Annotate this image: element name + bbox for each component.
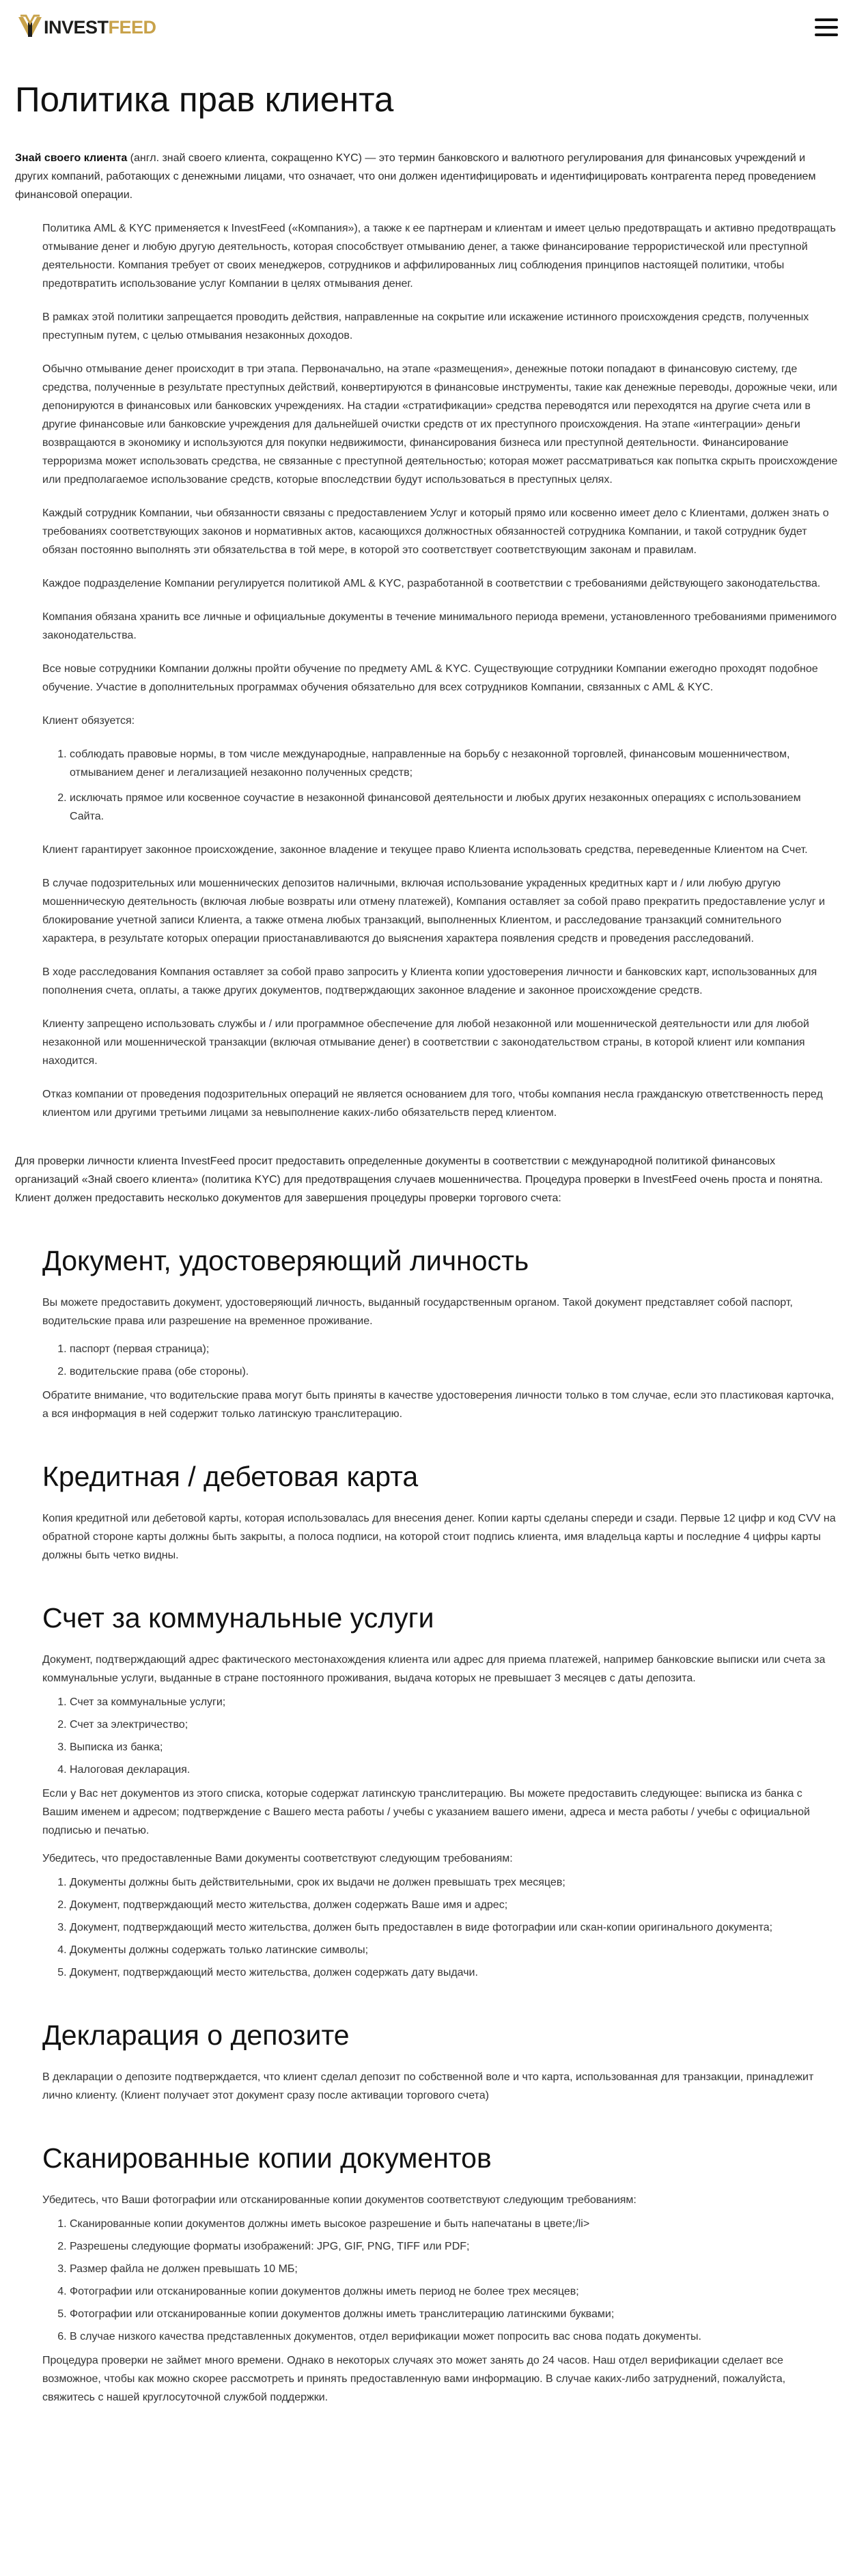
section-paragraph: Если у Вас нет документов из этого списка, которые содержат латинскую транслитерацию. Вы можете предоставить следующее: выписка из банка с Вашим именем и адресом; подтверждение с Вашего места работы / учебы с указанием вашего имени, адреса и места работы / учебы с официальной подписью и печатью. — [42, 1788, 810, 1836]
list-item: 1. Сканированные копии документов должны иметь высокое разрешение и быть напечатаны в цвете;/li> — [70, 2215, 838, 2233]
policy-paragraph: В случае подозрительных или мошеннических депозитов наличными, включая использование украденных кредитных карт и / или любую другую мошенническую деятельность (включая любые возвраты или отмену платежей), Компания оставляет за собой право прекратить предоставление услуг и блокирование учетной записи Клиента, а также отмена любых транзакций, выполненных Клиентом, и расследование транзакций сомнительного характера, в результате которых операции приостанавливаются до выяснения характера появления средств и проведения расследований. — [42, 878, 825, 944]
page-title: Политика прав клиента — [15, 80, 394, 119]
bottom-spacer — [15, 2411, 838, 2430]
logo-link[interactable] — [16, 14, 156, 41]
policy-paragraph: Клиент обязуется: — [42, 715, 135, 727]
scan-requirements-list — [42, 2215, 838, 2346]
intro-text: (англ. знай своего клиента, сокращенно KYC) — это термин банковского и валютного регулирования для финансовых учреждений и других компаний, работающих с денежными лицами, что означает, что они должен идентифицировать и идентифицировать контрагента перед проведением финансовой операции. — [15, 152, 816, 201]
list-item: 4. Документы должны содержать только латинские символы; — [70, 1941, 838, 1959]
section-paragraph: Обратите внимание, что водительские права могут быть приняты в качестве удостоверения личности только в том случае, если это пластиковая карточка, а вся информация в ней содержит только латинскую транслитерацию. — [42, 1390, 835, 1420]
list-item: 5. Фотографии или отсканированные копии документов должны иметь транслитерацию латинскими буквами; — [70, 2305, 838, 2323]
logo-text-feed: FEED — [108, 17, 156, 38]
list-item: 4. Налоговая декларация. — [70, 1761, 838, 1779]
policy-paragraph: Компания обязана хранить все личные и официальные документы в течение минимального периода времени, установленного требованиями применимого законодательства. — [42, 611, 837, 641]
logo-text — [44, 14, 156, 41]
section-paragraph: Убедитесь, что Ваши фотографии или отсканированные копии документов соответствуют следующим требованиям: — [42, 2194, 637, 2206]
burger-line — [815, 18, 838, 21]
policy-block — [15, 219, 838, 1122]
intro-term: Знай своего клиента — [15, 152, 128, 164]
section-paragraph: Убедитесь, что предоставленные Вами документы соответствуют следующим требованиям: — [42, 1853, 513, 1864]
policy-paragraph: Клиенту запрещено использовать службы и / или программное обеспечение для любой незаконной или мошеннической деятельности или для любой незаконной или мошеннической транзакции (включая отмывание денег) в соответствии с законодательством страны, в которой клиент или компания находится. — [42, 1018, 809, 1067]
main-content — [0, 79, 853, 2430]
list-item: 2. исключать прямое или косвенное соучастие в незаконной финансовой деятельности и любых других незаконных операциях с использованием Сайта. — [70, 789, 838, 826]
list-item: 1. Документы должны быть действительными, срок их выдачи не должен превышать трех месяцев; — [70, 1873, 838, 1892]
section-utility-bill — [15, 1600, 838, 1982]
list-item: 3. Размер файла не должен превышать 10 МБ; — [70, 2260, 838, 2278]
section-heading: Декларация о депозите — [42, 2019, 350, 2051]
hamburger-menu-icon[interactable] — [815, 18, 838, 36]
policy-paragraph: Обычно отмывание денег происходит в три этапа. Первоначально, на этапе «размещения», денежные потоки попадают в финансовую систему, где средства, полученные в результате преступных действий, конвертируются в финансовые инструменты, такие как денежные переводы, дорожные чеки, или депонируются в финансовых или банковских учреждениях. На стадии «стратификации» средства переводятся или переходятся на другие счета или в другие финансовые или банковские учреждения для дальнейшей очистки средств от их преступного происхождения. На этапе «интеграции» деньги возвращаются в экономику и используются для покупки недвижимости, финансирования бизнеса или преступной деятельности. Финансирование терроризма может использовать средства, не связанные с преступной деятельностью; которая может рассматриваться как попытка скрыть происхождение или предполагаемое использование средств, которые впоследствии будут использоваться в преступных целях. — [42, 363, 838, 486]
policy-paragraph: В ходе расследования Компания оставляет за собой право запросить у Клиента копии удостоверения личности и банковских карт, использованных для пополнения счета, оплаты, а также других документов, подтверждающих законное владение и законное происхождение средств. — [42, 966, 817, 996]
section-card — [15, 1459, 838, 1565]
section-heading: Кредитная / дебетовая карта — [42, 1461, 419, 1492]
burger-line — [815, 26, 838, 29]
section-id-document — [15, 1243, 838, 1423]
section-scanned-copies — [15, 2140, 838, 2407]
section-heading: Документ, удостоверяющий личность — [42, 1245, 529, 1276]
id-documents-list — [42, 1340, 838, 1381]
list-item: 2. Документ, подтверждающий место жительства, должен содержать Ваше имя и адрес; — [70, 1896, 838, 1914]
section-paragraph: В декларации о депозите подтверждается, что клиент сделал депозит по собственной воле и что карта, использованная для транзакции, принадлежит лично клиенту. (Клиент получает этот документ сразу после активации торгового счета) — [42, 2071, 814, 2101]
intro-paragraph — [15, 149, 838, 204]
policy-paragraph: В рамках этой политики запрещается проводить действия, направленные на сокрытие или искажение истинного происхождения средств, полученных преступным путем, с целью отмывания незаконных доходов. — [42, 311, 809, 341]
section-paragraph: Копия кредитной или дебетовой карты, которая использовалась для внесения денег. Копии карты сделаны спереди и сзади. Первые 12 цифр и код CVV на обратной стороне карты должны быть закрыты, а полоса подписи, на которой стоит подпись клиента, имя владельца карты и последние 4 цифры карты должны быть четко видны. — [42, 1513, 836, 1561]
policy-paragraph: Каждый сотрудник Компании, чьи обязанности связаны с предоставлением Услуг и который прямо или косвенно имеет дело с Клиентами, должен знать о требованиях соответствующих законов и нормативных актов, касающихся должностных обязанностей сотрудника Компании, и такой сотрудник будет обязан постоянно выполнять эти обязательства в той мере, в которой это соответствует соответствующим законам и правилам. — [42, 507, 829, 556]
list-item: 2. Счет за электричество; — [70, 1716, 838, 1734]
policy-paragraph: Клиент гарантирует законное происхождение, законное владение и текущее право Клиента использовать средства, переведенные Клиентом на Счет. — [42, 844, 808, 856]
section-paragraph: Документ, подтверждающий адрес фактического местонахождения клиента или адрес для приема платежей, например банковские выписки или счета за коммунальные услуги, выданные в стране постоянного проживания, выдача которых не превышает 3 месяцев с даты депозита. — [42, 1654, 826, 1684]
list-item: 3. Документ, подтверждающий место жительства, должен быть предоставлен в виде фотографии или скан-копии оригинального документа; — [70, 1918, 838, 1937]
burger-line — [815, 33, 838, 36]
section-heading: Сканированные копии документов — [42, 2142, 492, 2174]
obligations-list — [42, 745, 838, 826]
policy-paragraph: Каждое подразделение Компании регулируется политикой AML & KYC, разработанной в соответствии с требованиями действующего законодательства. — [42, 578, 821, 589]
utility-requirements-list — [42, 1873, 838, 1982]
logo-text-invest: INVEST — [44, 17, 109, 38]
section-paragraph: Процедура проверки не займет много времени. Однако в некоторых случаях это может занять до 24 часов. Наш отдел верификации сделает все возможное, чтобы как можно скорее рассмотреть и принять предоставленную вами информацию. В случае каких-либо затруднений, пожалуйста, свяжитесь с нашей круглосуточной службой поддержки. — [42, 2355, 786, 2403]
list-item: 1. Счет за коммунальные услуги; — [70, 1693, 838, 1711]
section-paragraph: Вы можете предоставить документ, удостоверяющий личность, выданный государственным органом. Такой документ представляет собой паспорт, водительские права или разрешение на временное проживание. — [42, 1297, 793, 1327]
list-item: 2. водительские права (обе стороны). — [70, 1362, 838, 1381]
list-item: 1. соблюдать правовые нормы, в том числе международные, направленные на борьбу с незаконной торговлей, финансовым мошенничеством, отмыванием денег и легализацией незаконно полученных средств; — [70, 745, 838, 782]
list-item: 5. Документ, подтверждающий место жительства, должен содержать дату выдачи. — [70, 1963, 838, 1982]
section-heading: Счет за коммунальные услуги — [42, 1602, 434, 1634]
policy-paragraph: Отказ компании от проведения подозрительных операций не является основанием для того, чтобы компания несла гражданскую ответственность перед клиентом или другими третьими лицами за невыполнение каких-либо обязательств перед клиентом. — [42, 1089, 823, 1119]
list-item: 2. Разрешены следующие форматы изображений: JPG, GIF, PNG, TIFF или PDF; — [70, 2237, 838, 2256]
list-item: 4. Фотографии или отсканированные копии документов должны иметь период не более трех месяцев; — [70, 2282, 838, 2301]
list-item: 1. паспорт (первая страница); — [70, 1340, 838, 1358]
utility-documents-list — [42, 1693, 838, 1779]
investfeed-logo-mark-icon — [16, 14, 44, 40]
section-deposit-declaration — [15, 2017, 838, 2105]
site-header — [0, 0, 853, 55]
policy-paragraph: Все новые сотрудники Компании должны пройти обучение по предмету AML & KYC. Существующие сотрудники Компании ежегодно проходят подобное обучение. Участие в дополнительных программах обучения обязательно для всех сотрудников Компании, связанных с AML & KYC. — [42, 663, 818, 693]
list-item: 6. В случае низкого качества представленных документов, отдел верификации может попросить вас снова подать документы. — [70, 2327, 838, 2346]
policy-paragraph: Политика AML & KYC применяется к InvestFeed («Компания»), а также к ее партнерам и клиентам и имеет целью предотвращать и активно предотвращать отмывание денег и любую другую деятельность, которая способствует отмыванию денег, а также финансирование террористической или преступной деятельности. Компания требует от своих менеджеров, сотрудников и аффилированных лиц соблюдения принципов настоящей политики, чтобы предотвратить использование услуг Компании в целях отмывания денег. — [42, 223, 836, 290]
verification-intro: Для проверки личности клиента InvestFeed просит предоставить определенные документы в соответствии с международной политикой финансовых организаций «Знай своего клиента» (политика KYC) для предотвращения случаев мошенничества. Процедура проверки в InvestFeed очень проста и понятна. Клиент должен предоставить несколько документов для завершения процедуры проверки торгового счета: — [15, 1156, 823, 1204]
list-item: 3. Выписка из банка; — [70, 1738, 838, 1756]
